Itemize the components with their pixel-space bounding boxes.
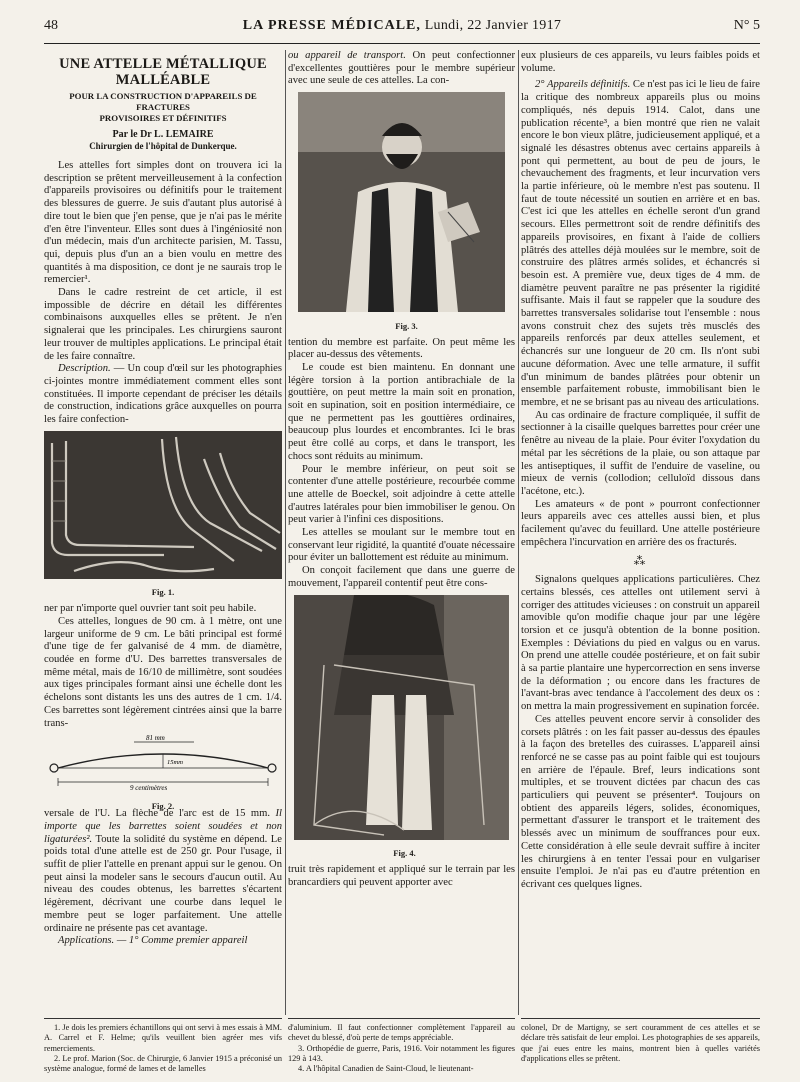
column-2	[288, 50, 515, 889]
article-subtitle: POUR LA CONSTRUCTION D'APPAREILS DE FRACTURES	[69, 91, 257, 112]
paragraph-text: On peut confectionner d'excellentes gouttières pour le membre supérieur avec une seule de ces attelles. La con-	[288, 50, 515, 87]
figure-2-measure-arc: 15mm	[167, 759, 183, 767]
column-1	[44, 50, 282, 948]
issue-date: Lundi, 22 Janvier 1917	[424, 18, 562, 33]
paragraph-text: Ce n'est pas ici le lieu de faire la critique des nombreux appareils plus ou moins compliqués, nés depuis 1914. Calot, dans une publication récente³, a bien montré que rien ne valait encore le bon vieux plâtre, judicieusement appliqué, et a signalé les désastres obtenus avec certains appareils à pont qui permettent, au bout de peu de jours, le chevauchement des fragments, et leur incurvation vers la partie inférieure, où le membre n'est pas soutenu. Il faut de toute nécessité un soutien en arrière et en bas. C'est ici que les attelles en échelle seront d'un grand secours. Elles permettront soit de rendre définitifs des appareils provisoires, en fixant à l'aide de colliers plâtrés des attelles déjà moulées sur le membre, soit de construire des plâtres armés solides, et échancrés si besoin est. A première vue, deux tiges de 4 mm. de diamètre peuvent paraître ne pas présenter la rigidité suffisante. Mais il faut se rappeler que la soudure des barrettes transversales solidarise tout l'ensemble : nous avons construit chez des sujets très musclés des appareils renforcés par deux attelles seulement, et échancrés sur une longueur de 20 cm. Ils n'ont subi aucune déformation. Avec une telle armature, il suffit d'un minimum de bandes plâtrées pour obtenir un ensemble parfaitement robuste, immobilisant bien le membre, et ne se brisant pas au niveau des articulations.	[521, 79, 760, 408]
paragraph: Le coude est bien maintenu. En donnant une légère torsion à la portion antibrachiale de la gouttière, on peut mettre la main soit en pronation, soit en supination, soit en position intermédiaire, ce que ne permettent pas les gouttières ordinaires, beaucoup plus lourdes et encombrantes. Ici le bras peut être collé au corps, et dans le transport, les chocs sont réduits au minimum.	[288, 361, 515, 462]
journal-masthead	[44, 18, 760, 34]
section-label: Description.	[58, 363, 111, 375]
paragraph: truit très rapidement et appliqué sur le terrain par les brancardiers qui peuvent apporter avec	[288, 863, 515, 888]
paragraph: Pour le membre inférieur, on peut soit se contenter d'une attelle postérieure, recourbée comme une attelle de Boeckel, soit adjoindre à cette attelle d'autres latérales pour bien immobiliser le genou. On peut varier à l'infini ces dispositions.	[288, 463, 515, 526]
figure-1-photo	[44, 431, 282, 579]
paragraph: Les attelles fort simples dont on trouvera ici la description se prêtent merveilleusement à la confection d'appareils provisoires ou définitifs pour le traitement des blessures de guerre. Je suis d'autant plus autorisé à dire tout le bien que j'en pense, que je n'ai pas le mérite d'en être l'inventeur. Elles sont dues à l'ingéniosité non d'un médecin, mais d'un architecte parisien, M. Tassu, qui, depuis plus d'un an a bien voulu en mettre des quantités à ma disposition, ce dont je ne saurais trop le remercier¹.	[44, 160, 282, 286]
figure-2-drawing	[44, 734, 282, 792]
journal-name: LA PRESSE MÉDICALE,	[242, 18, 421, 33]
section-label: 2° Appareils définitifs.	[535, 79, 631, 91]
paragraph: Les amateurs « de pont » pourront confectionner leurs appareils avec ces attelles aussi bien, et plus facilement qu'avec du feuillard. Une attelle postérieure empêchera l'incurvation en arrière des os fracturés.	[521, 498, 760, 548]
page-number: 48	[44, 18, 58, 33]
figure-2-measure-width: 9 centimètres	[130, 784, 168, 793]
paragraph-text: Toute la solidité du système en dépend. Le poids total d'une attelle est de 250 gr. Pour l'usage, il suffit de plier l'attelle en prenant appui sur le genou. On peut ainsi la modeler sans le secours d'aucun outil. Au niveau des coudes obtenus, les barrettes s'écartent légèrement, décrivant une courbe dans lequel le membre peut se loger parfaitement. Une attelle ordinaire ne présente pas cet avantage.	[44, 833, 282, 934]
author-affiliation: Chirurgien de l'hôpital de Dunkerque.	[89, 141, 237, 151]
paragraph: ner par n'importe quel ouvrier tant soit peu habile.	[44, 603, 257, 615]
footnote-rule	[288, 1018, 515, 1019]
emphasis: ou appareil de transport.	[288, 50, 406, 61]
figure-2-measure-top: 81 mm	[146, 734, 165, 743]
footnote: 2. Le prof. Marion (Soc. de Chirurgie, 6 Janvier 1915 a préconisé un système analogue, formé de lames et de lamelles	[44, 1053, 282, 1074]
issue-number: N° 5	[733, 18, 760, 33]
running-head	[44, 18, 760, 38]
column-divider	[285, 50, 286, 1015]
footnote: 3. Orthopédie de guerre, Paris, 1916. Voir notamment les figures 129 à 143.	[288, 1043, 515, 1063]
footnotes-col-3	[521, 1023, 760, 1064]
footnote: 4. A l'hôpital Canadien de Saint-Cloud, le lieutenant-	[298, 1064, 474, 1074]
paragraph-text: — 1° Comme premier appareil	[114, 935, 248, 947]
paragraph	[521, 79, 760, 409]
footnotes-col-2	[288, 1023, 515, 1074]
footnote-rule	[44, 1018, 282, 1019]
header-rule	[44, 43, 760, 44]
paragraph: Signalons quelques applications particulières. Chez certains blessés, ces attelles ont utilement servi à corriger des attitudes vicieuses : on construit un appareil amovible qu'on modifie chaque jour par une légère torsion et ce jusqu'à obtention de la bonne position. Exemples : Déviations du pied en valgus ou en varus. On prend une attelle coudée postérieure, et on fait subir à sa partie plantaire une hypercorrection en sens inverse de la déformation ; ou encore dans les fractures de l'avant-bras avec tendance à l'accolement des deux os : on mettra la main progressivement en supination forcée.	[521, 574, 760, 713]
footnote: 1. Je dois les premiers échantillons qui ont servi à mes essais à MM. A. Carrel et F. Helme; qu'ils veuillent bien agréer mes vifs remerciements.	[44, 1023, 282, 1053]
column-divider	[518, 50, 519, 1015]
figure-4	[294, 595, 515, 860]
section-label: Applications.	[58, 935, 115, 947]
figure-4-photo	[294, 595, 509, 840]
paragraph-text: versale de l'U. La flèche de l'arc est de 15 mm.	[44, 808, 271, 820]
figure-3-photo	[298, 92, 505, 312]
paragraph: On conçoit facilement que dans une guerre de mouvement, l'appareil contentif peut être cons-	[288, 565, 515, 589]
paragraph	[44, 935, 282, 948]
paragraph: Ces attelles peuvent encore servir à consolider des corsets plâtrés : on les fait passer au-dessus des épaules à la façon des bretelles des cuirasses. L'appareil ainsi renforcé ne se casse pas au point faible qui est toujours en arrière de l'épaule. Bref, leurs indications sont multiples, et se trouvent dictées par chacun des cas particuliers qui peuvent se présenter⁴. Toujours on obtient des appareils légers, solides, économiques, permettant d'assurer le transport et le traitement des blessés avec un minimum de souffrances pour eux. Cette considération à elle seule devrait suffire à inciter les chirurgiens à en tenter l'essai pour en vulgariser ensuite l'emploi. Je n'ai pas eu d'autre prétention en écrivant ces quelques lignes.	[521, 713, 760, 890]
footnote: colonel, Dr de Martigny, se sert couramment de ces attelles et se déclare très satisfait de leur emploi. Les photographies de ses appareils, que j'ai eues entre les mains, montrent bien à quelles variétés d'applications elles se prêtent.	[521, 1023, 760, 1063]
figure-1-caption: Fig. 1.	[151, 587, 175, 598]
paragraph	[44, 363, 282, 427]
article-title: UNE ATTELLE MÉTALLIQUE MALLÉABLE	[59, 56, 267, 88]
paragraph	[288, 50, 515, 88]
paragraph	[44, 808, 282, 935]
section-break-asterism: ⁂	[633, 554, 648, 569]
figure-4-caption: Fig. 4.	[393, 848, 416, 859]
paragraph: tention du membre est parfaite. On peut même les placer au-dessus des vêtements.	[288, 336, 515, 361]
footnote: d'aluminium. Il faut confectionner complètement l'appareil au chevet du blessé, d'où perte de temps appréciable.	[288, 1023, 515, 1043]
figure-1	[44, 431, 282, 599]
paragraph: Au cas ordinaire de fracture compliquée, il suffit de sectionner à la cisaille quelques barrettes pour créer une fenêtre au niveau de la plaie. Pour éviter l'oxydation du métal par les sécrétions de la plaie, ou son attaque par les antiseptiques, il suffit de l'enduire de vaseline, ou mieux de vernis (collodion; celluloïd dissous dans l'acétone, etc.).	[521, 409, 760, 497]
figure-2-caption: Fig. 2.	[151, 800, 175, 811]
author-byline: Par le Dr L. LEMAIRE	[112, 129, 214, 140]
paragraph-text: — Un coup d'œil sur les photographies ci-jointes montre immédiatement comment elles sont constituées. Il importe cependant de préciser les détails de construction, indications grâce auxquelles on pourra les faire confection-	[44, 363, 282, 426]
figure-2	[44, 734, 282, 811]
paragraph: Ces attelles, longues de 90 cm. à 1 mètre, ont une largeur uniforme de 9 cm. Le bâti principal est formé d'une tige de fer galvanisé de 4 mm. de diamètre, coudée en forme d'U. Des barrettes transversales de même métal, mais de 16/10 de millimètre, sont soudées aux tiges principales formant ainsi une échelle dont les échelons sont distants les uns des autres de 1 cm. 1/4. Ces barrettes sont légèrement cintrées ainsi que la barre trans-	[44, 615, 282, 729]
column-3	[521, 50, 760, 892]
emphasis: Il importe que les barrettes soient soudées et non ligaturées².	[44, 808, 282, 845]
paragraph: Dans le cadre restreint de cet article, il est impossible de décrire en détail les différentes combinaisons auxquelles elles se prêtent. Je n'en signalerai que les principales. Les chirurgiens sauront leur trouver de multiples applications. Le principal était de les faire connaître.	[44, 287, 282, 362]
figure-3	[298, 92, 515, 332]
paragraph: eux plusieurs de ces appareils, vu leurs faibles poids et volume.	[521, 50, 760, 74]
figure-3-caption: Fig. 3.	[395, 320, 418, 331]
article-subtitle: PROVISOIRES ET DÉFINITIFS	[99, 113, 227, 123]
footnote-rule	[521, 1018, 760, 1019]
footnotes-col-1	[44, 1023, 282, 1074]
paragraph: Les attelles se moulant sur le membre tout en conservant leur rigidité, la quantité d'ouate nécessaire pour éviter un ballottement est réduite au minimum.	[288, 527, 515, 564]
